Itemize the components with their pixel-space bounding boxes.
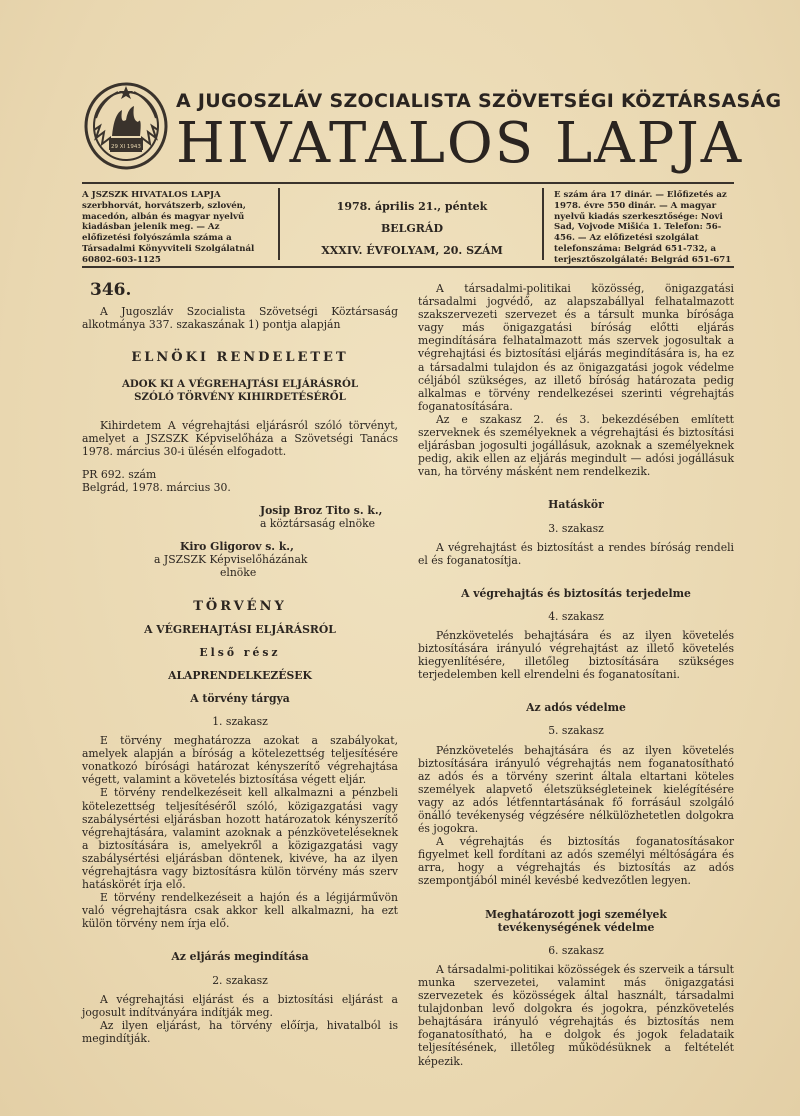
- issue-volume: XXXIV. ÉVFOLYAM, 20. SZÁM: [321, 244, 503, 257]
- section-1-paragraph-2: E törvény rendelkezéseit kell alkalmazni a pénzbeli kötelezettség teljesítéséről szóló, közigazgatási vagy szabálysértési eljárásban hozott határozatok kényszerítő végrehajtására, valamint azoknak a pénzköveteléseknek a biztosítására is, amelyekről a közigazgatási vagy szabálysértési eljárásban döntenek, kivéve, ha az ilyen végrehajtásra vagy biztosításra külön törvény más szerv hatáskörét írja elő.: [82, 786, 398, 892]
- section-2-label: 2. szakasz: [212, 973, 268, 987]
- competence-heading: Hatáskör: [548, 498, 604, 512]
- law-title: TÖRVÉNY: [193, 598, 287, 614]
- decree-title: ELNÖKI RENDELETET: [131, 350, 349, 366]
- masthead-title: HIVATALOS LAPJA: [176, 111, 744, 176]
- signature-gligorov-role2: elnöke: [220, 566, 257, 580]
- signature-gligorov-name: Kiro Gligorov s. k.,: [180, 540, 294, 554]
- svg-text:29 XI 1943: 29 XI 1943: [111, 144, 141, 150]
- signature-tito-name: Josip Broz Tito s. k.,: [260, 504, 383, 518]
- decree-intro: A Jugoszláv Szocialista Szövetségi Köztársaság alkotmánya 337. szakaszának 1) pontja alapján: [82, 305, 398, 332]
- law-subtitle: A VÉGREHAJTÁSI ELJÁRÁSRÓL: [144, 622, 336, 636]
- section-5-paragraph-2: A végrehajtás és biztosítás foganatosításakor figyelmet kell fordítani az adós személyi méltóságára és arra, hogy a végrehajtás és biztosítás az adós szempontjából minél kevésbé kedvezőtlen legyen.: [418, 835, 734, 888]
- scope-heading: A végrehajtás és biztosítás terjedelme: [461, 586, 691, 600]
- header-price-info: E szám ára 17 dinár. — Előfizetés az 1978. évre 550 dinár. — A magyar nyelvű kiadás szerkesztősége: Novi Sad, Vojvode Mišića 1. Telefon: 56-456. — Az előfizetési szolgálat telefonszáma: Belgrád 651-732, a terjesztőszolgálaté: Belgrád 651-671: [554, 190, 732, 265]
- part-title: ALAPRENDELKEZÉSEK: [168, 668, 312, 682]
- header-bottom-rule: [82, 266, 734, 268]
- proclamation-text: Kihirdetem A végrehajtási eljárásról szóló törvényt, amelyet a JSZSZK Képviselőháza a Szövetségi Tanács 1978. március 30-i ülésén elfogadott.: [82, 418, 398, 458]
- section-2-paragraph-2: Az ilyen eljárást, ha törvény előírja, hivatalból is megindítják.: [82, 1018, 398, 1045]
- subject-heading: A törvény tárgya: [190, 691, 290, 705]
- left-column: [82, 282, 398, 1045]
- section-6-paragraph-1: A társadalmi-politikai közösségek és szerveik a társult munka szervezetei, valamint más önigazgatási szervezetek és közösségek által használt, társadalmi tulajdonban levő dolgokra és jogokra, pénzkövetelés behajtására irányuló végrehajtás és biztosítás nem foganatosítható, ha e dolgok és jogok feladataik teljesítésének, illetőleg működésüknek a feltételét képezik.: [418, 962, 734, 1068]
- masthead-kicker: A JUGOSZLÁV SZOCIALISTA SZÖVETSÉGI KÖZTÁRSASÁG: [176, 90, 782, 112]
- section-3-paragraph-1: A végrehajtást és biztosítást a rendes bíróság rendeli el és foganatosítja.: [418, 540, 734, 567]
- header-top-rule: [82, 182, 734, 184]
- section-2-paragraph-1: A végrehajtási eljárást és a biztosítási eljárást a jogosult indítványára indítják meg.: [82, 992, 398, 1019]
- header-divider-left: [278, 188, 280, 260]
- pr-number: PR 692. szám: [82, 467, 157, 481]
- place-date: Belgrád, 1978. március 30.: [82, 480, 231, 494]
- debtor-heading: Az adós védelme: [526, 701, 626, 715]
- section-3-label: 3. szakasz: [548, 521, 604, 535]
- section-5-label: 5. szakasz: [548, 724, 604, 738]
- right-paragraph-1: A társadalmi-politikai közösség, önigazgatási társadalmi jogvédő, az alapszabállyal felhatalmazott szakszervezeti szervezet és a társult munka bírósága vagy más önigazgatási bíróság előtti eljárás megindítására felhatalmazott más szervek jogosultak a végrehajtási és biztosítási eljárás megindítására is, ha ez a társadalmi tulajdon és az önigazgatási jogok védelme céljából szükséges, az illető bíróság határozata pedig alkalmas e törvény rendelkezései szerinti végrehajtás foganatosítására.: [418, 282, 734, 413]
- part-label: Első rész: [199, 645, 281, 659]
- section-1-label: 1. szakasz: [212, 714, 268, 728]
- header-divider-right: [542, 188, 544, 260]
- section-4-paragraph-1: Pénzkövetelés behajtására és az ilyen követelés biztosítására irányuló végrehajtást az illető követelés kiegyenlítésére, illetőleg biztosítására szükséges terjedelemben kell elrendelni és foganatosítani.: [418, 628, 734, 682]
- section-1-paragraph-3: E törvény rendelkezéseit a hajón és a légijárművön való végrehajtásra csak akkor kell alkalmazni, ha ezt külön törvény nem írja elő.: [82, 891, 398, 931]
- act-number: 346.: [90, 280, 132, 300]
- decree-subtitle: ADOK KI A VÉGREHAJTÁSI ELJÁRÁSRÓL SZÓLÓ TÖRVÉNY KIHIRDETÉSÉRŐL: [121, 378, 359, 404]
- section-1-paragraph-1: E törvény meghatározza azokat a szabályokat, amelyek alapján a bíróság a kötelezettség teljesítésére vonatkozó bírósági határozat kényszerítő végrehajtása végett, valamint a követelés biztosítása végett eljár.: [82, 734, 398, 787]
- right-column: [418, 282, 734, 1068]
- initiation-heading: Az eljárás megindítása: [171, 950, 309, 964]
- header-issue-info: [292, 196, 532, 262]
- section-6-label: 6. szakasz: [548, 943, 604, 957]
- header-publication-info: A JSZSZK HIVATALOS LAPJA szerbhorvát, horvátszerb, szlovén, macedón, albán és magyar nyelvű kiadásban jelenik meg. — Az előfizetési folyószámla száma a Társadalmi Könyvviteli Szolgálatnál 60802-603-1125: [82, 190, 255, 265]
- signature-tito-role: a köztársaság elnöke: [260, 517, 376, 531]
- legal-persons-heading: Meghatározott jogi személyek tevékenységének védelme: [485, 907, 667, 934]
- issue-date: 1978. április 21., péntek: [336, 200, 488, 213]
- right-paragraph-2: Az e szakasz 2. és 3. bekezdésében említett szerveknek és személyeknek a végrehajtási és biztosítási eljárásban jogosulti jogállásuk, azoknak a személyeknek pedig, akik ellen az eljárás megindult — adósi jogállásuk van, ha törvény másként nem rendelkezik.: [418, 412, 734, 479]
- section-5-paragraph-1: Pénzkövetelés behajtására és az ilyen követelés biztosítására irányuló végrehajtás nem foganatosítható az adós és a törvény szerint általa eltartani köteles személyek alapvető életszükségleteinek kielégítésére vagy az adós létfenntartásának fő forrásául szolgáló önálló tevékenység végzésére nélkülözhetetlen dolgokra és jogokra.: [418, 743, 734, 836]
- section-4-label: 4. szakasz: [548, 609, 604, 623]
- issue-city: BELGRÁD: [380, 222, 444, 235]
- signature-gligorov-role: a JSZSZK Képviselőházának: [154, 553, 308, 567]
- state-emblem-icon: [82, 80, 170, 172]
